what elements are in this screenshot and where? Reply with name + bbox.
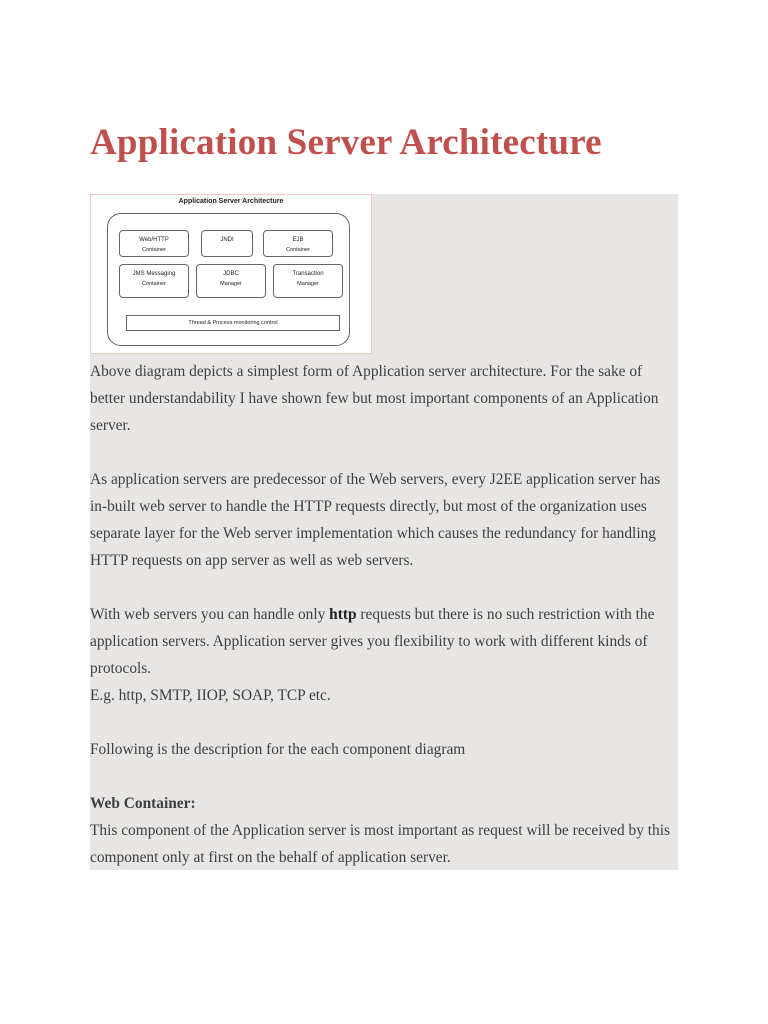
- component-label: JMS Messaging: [132, 271, 176, 277]
- component-sublabel: Container: [142, 281, 166, 287]
- component-sublabel: Container: [142, 247, 166, 253]
- component-label: JNDI: [220, 237, 234, 243]
- article-body: [90, 358, 676, 871]
- jms-messaging-container-box: [119, 264, 189, 298]
- section-heading-web-container: Web Container:: [90, 795, 196, 812]
- paragraph-description-intro: Following is the description for the each component diagram: [90, 741, 466, 758]
- component-sublabel: Container: [286, 247, 310, 253]
- text-run: With web servers you can handle only: [90, 606, 330, 623]
- paragraph-protocols: [90, 601, 676, 682]
- component-label: EJB: [292, 237, 304, 243]
- paragraph-web-container: This component of the Application server is most important as request will be received by this component only at first on the behalf of application server.: [90, 822, 671, 866]
- web-http-container-box: [119, 230, 189, 257]
- transaction-manager-box: [273, 264, 343, 298]
- paragraph-example: E.g. http, SMTP, IIOP, SOAP, TCP etc.: [90, 687, 331, 704]
- jndi-box: [201, 230, 253, 257]
- component-sublabel: Manager: [297, 281, 319, 287]
- diagram-title: Application Server Architecture: [178, 198, 284, 205]
- component-label: JDBC: [223, 271, 239, 277]
- thread-monitoring-bar: Thread & Process monitoring control: [126, 315, 340, 331]
- bold-http: http: [329, 606, 357, 623]
- paragraph-predecessor: As application servers are predecessor of the Web servers, every J2EE application server has in-built web server to handle the HTTP requests directly, but most of the organization uses separate layer for the Web server implementation which causes the redundancy for handling HTTP requests on app server as well as web servers.: [90, 471, 661, 569]
- ejb-container-box: [263, 230, 333, 257]
- component-sublabel: Manager: [220, 281, 242, 287]
- component-label: Web/HTTP: [139, 237, 169, 243]
- component-label: Transaction: [292, 271, 324, 277]
- paragraph-intro: Above diagram depicts a simplest form of Application server architecture. For the sake of better understandability I have shown few but most important components of an Application server.: [90, 363, 659, 434]
- architecture-diagram: [90, 194, 372, 354]
- jdbc-manager-box: [196, 264, 266, 298]
- text-run: requests but there is no such restriction with the application servers. Application server gives you flexibility to work with different kinds of protocols.: [90, 606, 655, 677]
- page-title: Application Server Architecture: [90, 122, 602, 163]
